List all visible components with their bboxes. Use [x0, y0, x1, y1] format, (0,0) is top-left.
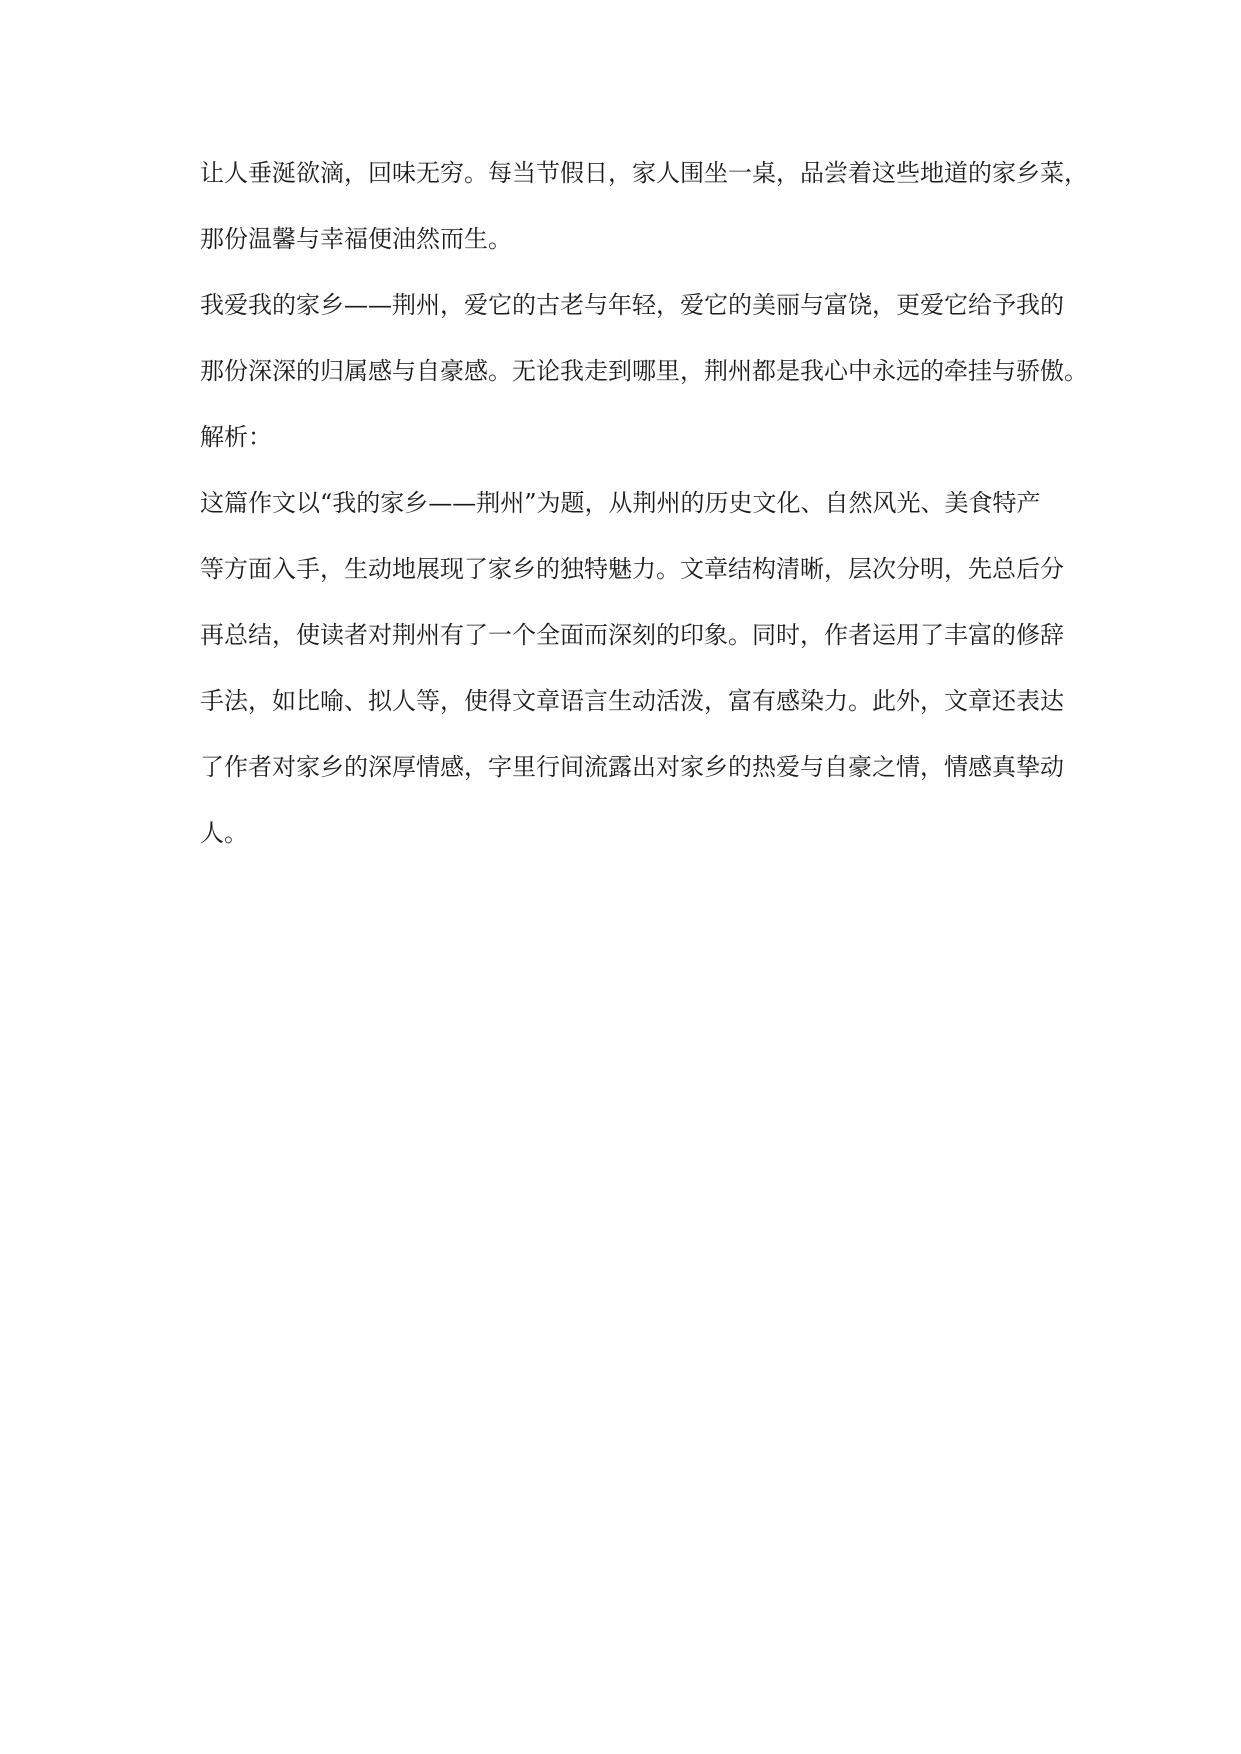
analysis-heading — [200, 404, 1080, 470]
text-line: 那份深深的归属感与自豪感。无论我走到哪里，荆州都是我心中永远的牵挂与骄傲。 — [200, 357, 1088, 385]
text-line: 我爱我的家乡——荆州，爱它的古老与年轻，爱它的美丽与富饶，更爱它给予我的 — [200, 291, 1064, 319]
heading-text: 解析： — [200, 423, 272, 451]
text-line: 了作者对家乡的深厚情感，字里行间流露出对家乡的热爱与自豪之情，情感真挚动 — [200, 753, 1064, 781]
paragraph-conclusion — [200, 272, 1088, 404]
document-body — [200, 140, 1088, 866]
text-line: 人。 — [200, 819, 248, 847]
paragraph-food-end — [200, 140, 1088, 272]
text-line: 手法，如比喻、拟人等，使得文章语言生动活泼，富有感染力。此外，文章还表达 — [200, 687, 1064, 715]
text-line: 那份温馨与幸福便油然而生。 — [200, 225, 512, 253]
text-line: 再总结，使读者对荆州有了一个全面而深刻的印象。同时，作者运用了丰富的修辞 — [200, 621, 1064, 649]
text-line: 让人垂涎欲滴，回味无穷。每当节假日，家人围坐一桌，品尝着这些地道的家乡菜， — [200, 159, 1088, 187]
text-line: 等方面入手，生动地展现了家乡的独特魅力。文章结构清晰，层次分明，先总后分 — [200, 555, 1064, 583]
text-line: 这篇作文以“我的家乡——荆州”为题，从荆州的历史文化、自然风光、美食特产 — [200, 489, 1041, 517]
paragraph-analysis — [200, 470, 1080, 866]
